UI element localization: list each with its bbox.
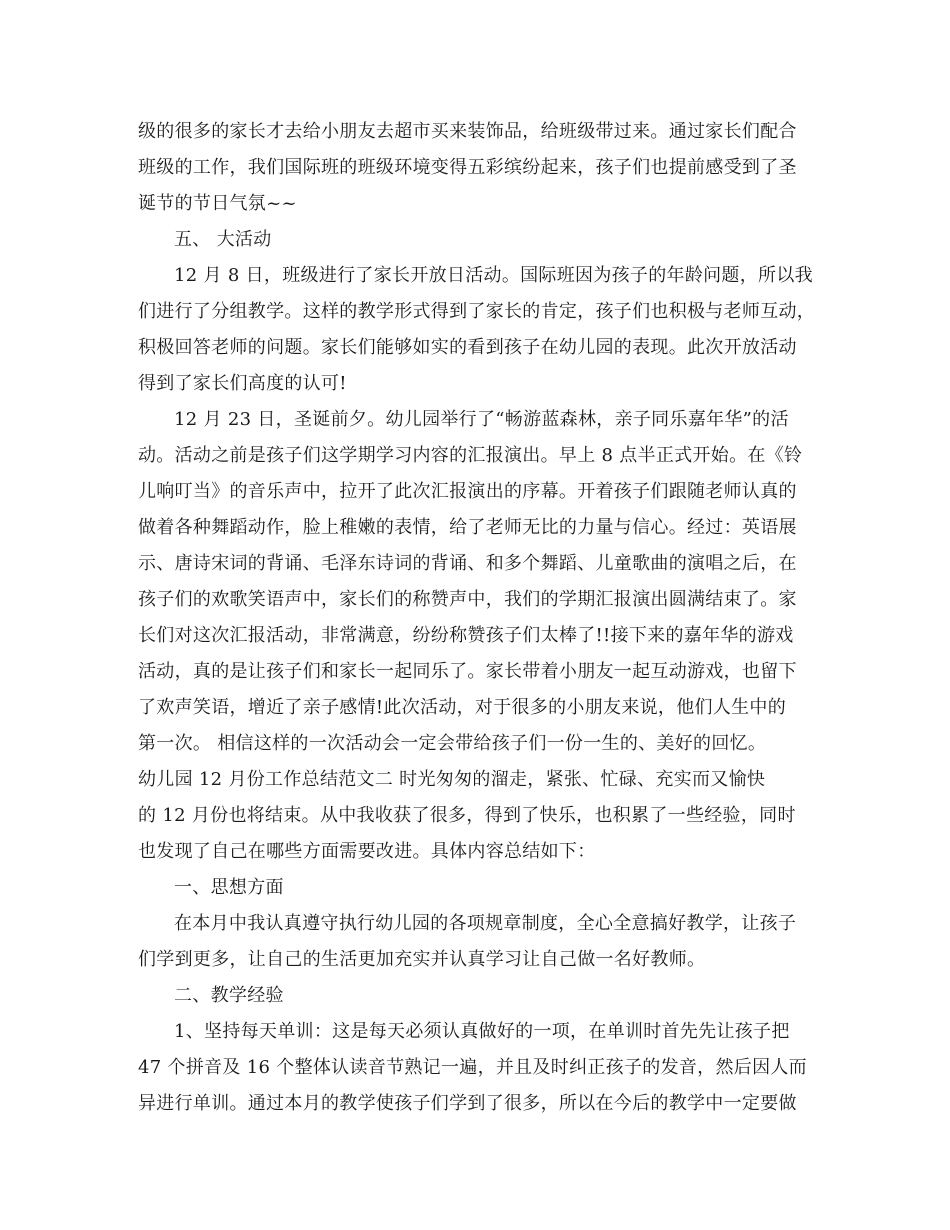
paragraph-line: 在本月中我认真遵守执行幼儿园的各项规章制度，全心全意搞好教学，让孩子 — [174, 913, 797, 934]
paragraph-line: 活动，真的是让孩子们和家长一起同乐了。家长带着小朋友一起互动游戏，也留下 — [138, 661, 797, 682]
paragraph-line: 1、坚持每天单训：这是每天必须认真做好的一项，在单训时首先先让孩子把 — [174, 1021, 790, 1042]
section-heading: 五、 大活动 — [174, 229, 272, 250]
paragraph-line: 12 月 23 日，圣诞前夕。幼儿园举行了“畅游蓝森林，亲子同乐嘉年华”的活 — [174, 409, 789, 430]
paragraph-line: 异进行单训。通过本月的教学使孩子们学到了很多，所以在今后的教学中一定要做 — [138, 1093, 797, 1114]
paragraph-line: 的 12 月份也将结束。从中我收获了很多，得到了快乐，也积累了一些经验，同时 — [138, 805, 796, 826]
section-heading: 二、教学经验 — [174, 985, 284, 1006]
paragraph-line: 级的很多的家长才去给小朋友去超市买来装饰品，给班级带过来。通过家长们配合 — [138, 121, 797, 142]
paragraph-line: 们进行了分组教学。这样的教学形式得到了家长的肯定，孩子们也积极与老师互动， — [138, 301, 816, 322]
paragraph-line: 47 个拼音及 16 个整体认读音节熟记一遍，并且及时纠正孩子的发音，然后因人而 — [138, 1057, 807, 1078]
paragraph-line: 班级的工作，我们国际班的班级环境变得五彩缤纷起来，孩子们也提前感受到了圣 — [138, 157, 797, 178]
article-title-line: 幼儿园 12 月份工作总结范文二 时光匆匆的溜走，紧张、忙碌、充实而又愉快 — [138, 769, 766, 790]
paragraph-line: 诞节的节日气氛~~ — [138, 193, 297, 214]
paragraph-line: 做着各种舞蹈动作，脸上稚嫩的表情，给了老师无比的力量与信心。经过：英语展 — [138, 517, 797, 538]
paragraph-line: 长们对这次汇报活动，非常满意，纷纷称赞孩子们太棒了!!接下来的嘉年华的游戏 — [138, 625, 794, 646]
paragraph-line: 儿响叮当》的音乐声中，拉开了此次汇报演出的序幕。开着孩子们跟随老师认真的 — [138, 481, 797, 502]
paragraph-line: 孩子们的欢歌笑语声中，家长们的称赞声中，我们的学期汇报演出圆满结束了。家 — [138, 589, 797, 610]
paragraph-line: 12 月 8 日，班级进行了家长开放日活动。国际班因为孩子的年龄问题，所以我 — [174, 265, 813, 286]
paragraph-line: 第一次。 相信这样的一次活动会一定会带给孩子们一份一生的、美好的回忆。 — [138, 733, 767, 754]
paragraph-line: 动。活动之前是孩子们这学期学习内容的汇报演出。早上 8 点半正式开始。在《铃 — [138, 445, 803, 466]
paragraph-line: 积极回答老师的问题。家长们能够如实的看到孩子在幼儿园的表现。此次开放活动 — [138, 337, 797, 358]
paragraph-line: 示、唐诗宋词的背诵、毛泽东诗词的背诵、和多个舞蹈、儿童歌曲的演唱之后，在 — [138, 553, 797, 574]
paragraph-line: 也发现了自己在哪些方面需要改进。具体内容总结如下： — [138, 841, 596, 862]
paragraph-line: 得到了家长们高度的认可! — [138, 373, 347, 394]
paragraph-line: 们学到更多，让自己的生活更加充实并认真学习让自己做一名好教师。 — [138, 949, 706, 970]
paragraph-line: 了欢声笑语，增近了亲子感情!此次活动，对于很多的小朋友来说，他们人生中的 — [138, 697, 787, 718]
section-heading: 一、思想方面 — [174, 877, 284, 898]
